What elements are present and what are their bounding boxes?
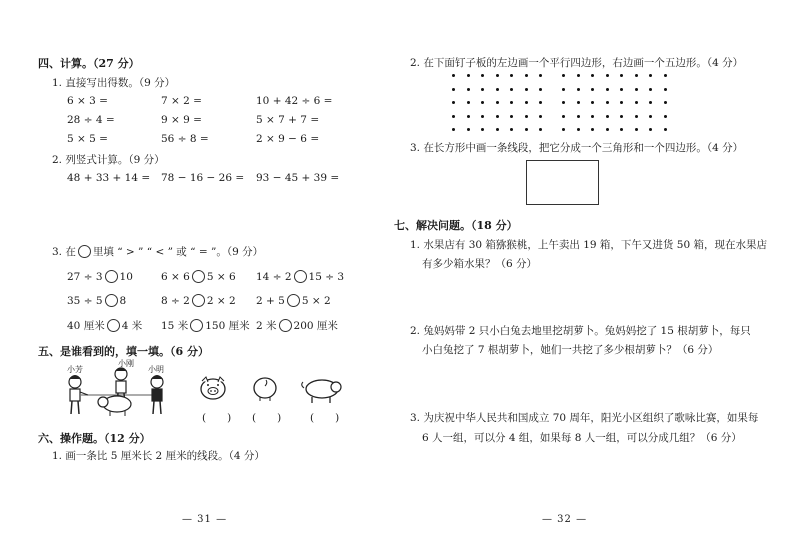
compare-circle[interactable] xyxy=(287,294,300,307)
peg-dot xyxy=(510,101,513,104)
peg-dot xyxy=(452,101,455,104)
section-7-title: 七、解决问题。（18 分） xyxy=(394,219,518,232)
calc-item: 5 × 7 + 7 = xyxy=(256,114,320,126)
q1-label: 1. 直接写出得数。（9 分） xyxy=(52,77,176,89)
peg-dot xyxy=(481,101,484,104)
calc-item: 6 × 3 = xyxy=(67,95,108,107)
child-name-label: 小明 xyxy=(148,365,164,374)
peg-dot xyxy=(481,74,484,77)
compare-item: 6 × 6 5 × 6 xyxy=(161,270,236,283)
calc-item: 10 + 42 ÷ 6 = xyxy=(256,95,333,107)
compare-item: 40 厘米 4 米 xyxy=(67,320,143,332)
pig-side-view-image xyxy=(298,376,346,404)
peg-dot xyxy=(591,128,594,131)
peg-dot xyxy=(591,115,594,118)
peg-dot xyxy=(562,101,565,104)
peg-dot xyxy=(649,115,652,118)
peg-dot xyxy=(591,88,594,91)
peg-dot xyxy=(539,128,542,131)
peg-dot xyxy=(525,128,528,131)
peg-dot xyxy=(577,115,580,118)
peg-dot xyxy=(664,88,667,91)
peg-dot xyxy=(562,128,565,131)
peg-dot xyxy=(577,74,580,77)
peg-dot xyxy=(635,115,638,118)
peg-dot xyxy=(452,115,455,118)
peg-dot xyxy=(649,74,652,77)
q3-label-post: 里填 “ > ” “ < ” 或 “ = ”。（9 分） xyxy=(92,246,264,258)
peg-dot xyxy=(620,128,623,131)
peg-dot xyxy=(664,74,667,77)
pig-back-view-image xyxy=(250,374,280,402)
compare-circle[interactable] xyxy=(294,270,307,283)
peg-dot xyxy=(481,115,484,118)
answer-blank[interactable]: ( ) xyxy=(202,412,232,424)
compare-circle[interactable] xyxy=(279,319,292,332)
peg-dot xyxy=(539,74,542,77)
child-name-label: 小芳 xyxy=(67,365,83,374)
peg-dot xyxy=(496,88,499,91)
peg-dot xyxy=(664,101,667,104)
peg-dot xyxy=(539,101,542,104)
calc-item: 9 × 9 = xyxy=(161,114,202,126)
peg-dot xyxy=(664,115,667,118)
q3-label-pre: 3. 在 xyxy=(52,246,76,258)
s6-q1: 1. 画一条比 5 厘米长 2 厘米的线段。（4 分） xyxy=(52,450,265,462)
peg-dot xyxy=(481,128,484,131)
peg-dot xyxy=(562,115,565,118)
peg-dot xyxy=(525,74,528,77)
peg-dot xyxy=(496,128,499,131)
peg-dot xyxy=(539,88,542,91)
calc-item: 56 ÷ 8 = xyxy=(161,133,209,145)
right-q2: 2. 在下面钉子板的左边画一个平行四边形，右边画一个五边形。（4 分） xyxy=(410,57,744,69)
compare-circle[interactable] xyxy=(105,294,118,307)
peg-dot xyxy=(510,74,513,77)
vertical-calc-item: 48 + 33 + 14 = xyxy=(67,172,151,184)
peg-dot xyxy=(577,101,580,104)
vertical-calc-item: 78 − 16 − 26 = xyxy=(161,172,245,184)
peg-dot xyxy=(496,101,499,104)
rectangle-figure[interactable] xyxy=(526,160,599,205)
calc-item: 5 × 5 = xyxy=(67,133,108,145)
compare-item: 14 ÷ 2 15 ÷ 3 xyxy=(256,270,345,283)
peg-dot xyxy=(577,88,580,91)
peg-dot xyxy=(525,115,528,118)
peg-dot xyxy=(591,74,594,77)
peg-dot xyxy=(635,88,638,91)
page-number-left: — 31 — xyxy=(182,514,228,525)
peg-dot xyxy=(664,128,667,131)
peg-dot xyxy=(562,88,565,91)
compare-item: 15 米 150 厘米 xyxy=(161,320,250,332)
peg-dot xyxy=(635,128,638,131)
peg-dot xyxy=(620,115,623,118)
peg-dot xyxy=(620,88,623,91)
peg-dot xyxy=(452,88,455,91)
peg-dot xyxy=(620,101,623,104)
peg-dot xyxy=(452,128,455,131)
s7-q3-line: 6 人一组，可以分 4 组，如果每 8 人一组，可以分成几组？（6 分） xyxy=(422,432,742,444)
s7-q1-line: 有多少箱水果？（6 分） xyxy=(422,258,538,270)
right-q3: 3. 在长方形中画一条线段，把它分成一个三角形和一个四边形。（4 分） xyxy=(410,142,744,154)
calc-item: 7 × 2 = xyxy=(161,95,202,107)
peg-dot xyxy=(606,115,609,118)
s7-q2-line: 2. 兔妈妈带 2 只小白兔去地里挖胡萝卜。兔妈妈挖了 15 根胡萝卜，每只 xyxy=(410,325,751,337)
peg-dot xyxy=(649,128,652,131)
peg-dot xyxy=(467,101,470,104)
compare-circle[interactable] xyxy=(105,270,118,283)
compare-circle[interactable] xyxy=(192,294,205,307)
peg-dot xyxy=(562,74,565,77)
peg-dot xyxy=(510,115,513,118)
peg-dot xyxy=(649,88,652,91)
peg-dot xyxy=(591,101,594,104)
peg-dot xyxy=(577,128,580,131)
blank-circle[interactable] xyxy=(78,245,91,258)
s7-q3-line: 3. 为庆祝中华人民共和国成立 70 周年，阳光小区组织了歌咏比赛，如果每 xyxy=(410,412,759,424)
child-name-label: 小刚 xyxy=(118,359,134,368)
compare-item: 8 ÷ 2 2 × 2 xyxy=(161,294,236,307)
vertical-calc-item: 93 − 45 + 39 = xyxy=(256,172,340,184)
calc-item: 28 ÷ 4 = xyxy=(67,114,115,126)
peg-dot xyxy=(467,115,470,118)
peg-dot xyxy=(620,74,623,77)
peg-dot xyxy=(606,128,609,131)
peg-dot xyxy=(649,101,652,104)
peg-dot xyxy=(525,101,528,104)
answer-blank[interactable]: ( ) xyxy=(252,412,282,424)
peg-dot xyxy=(539,115,542,118)
q2-label: 2. 列竖式计算。（9 分） xyxy=(52,154,165,166)
peg-dot xyxy=(467,74,470,77)
peg-dot xyxy=(452,74,455,77)
compare-circle[interactable] xyxy=(192,270,205,283)
peg-dot xyxy=(606,88,609,91)
pig-front-view-image xyxy=(198,374,228,402)
compare-item: 27 ÷ 3 10 xyxy=(67,270,133,283)
q3-label xyxy=(52,244,263,259)
page-number-right: — 32 — xyxy=(542,514,588,525)
peg-dot xyxy=(496,74,499,77)
peg-dot xyxy=(510,128,513,131)
s7-q1-line: 1. 水果店有 30 箱猕猴桃，上午卖出 19 箱，下午又进货 50 箱，现在水果店 xyxy=(410,239,767,251)
peg-dot xyxy=(467,88,470,91)
section-6-title: 六、操作题。（12 分） xyxy=(38,432,151,445)
calc-item: 2 × 9 − 6 = xyxy=(256,133,320,145)
peg-dot xyxy=(510,88,513,91)
compare-circle[interactable] xyxy=(190,319,203,332)
peg-dot xyxy=(467,128,470,131)
peg-dot xyxy=(481,88,484,91)
peg-dot xyxy=(606,101,609,104)
pegboard-left[interactable] xyxy=(452,74,544,134)
section-4-title: 四、计算。（27 分） xyxy=(38,57,140,70)
compare-item: 2 + 5 5 × 2 xyxy=(256,294,331,307)
answer-blank[interactable]: ( ) xyxy=(310,412,340,424)
section-5-title: 五、是谁看到的，填一填。（6 分） xyxy=(38,345,209,358)
compare-item: 35 ÷ 5 8 xyxy=(67,294,127,307)
peg-dot xyxy=(635,74,638,77)
peg-dot xyxy=(496,115,499,118)
s7-q2-line: 小白兔挖了 7 根胡萝卜，她们一共挖了多少根胡萝卜？（6 分） xyxy=(422,344,719,356)
peg-dot xyxy=(635,101,638,104)
compare-item: 2 米 200 厘米 xyxy=(256,320,338,332)
peg-dot xyxy=(525,88,528,91)
compare-circle[interactable] xyxy=(107,319,120,332)
pegboard-right[interactable] xyxy=(562,74,672,134)
peg-dot xyxy=(606,74,609,77)
